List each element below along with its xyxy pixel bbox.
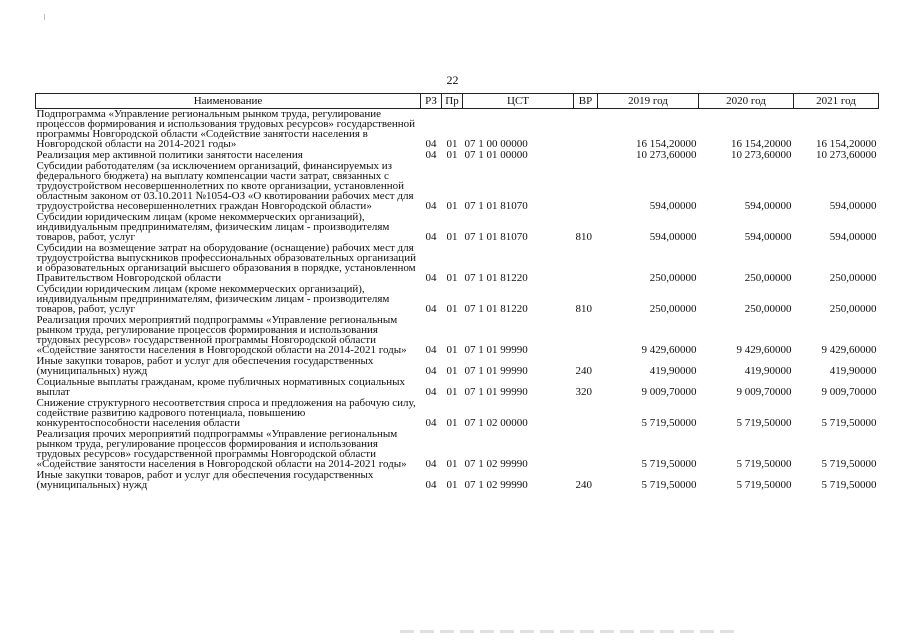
row-cst: 07 1 02 99990 (464, 458, 528, 470)
row-cst: 07 1 01 99990 (464, 365, 528, 377)
row-pr: 01 (446, 386, 458, 398)
row-pr: 01 (446, 303, 458, 315)
row-amount-2019: 5 719,50000 (641, 479, 697, 491)
row-cst: 07 1 00 00000 (464, 138, 528, 150)
table-row (36, 212, 879, 243)
row-rz: 04 (425, 138, 437, 150)
row-vr (574, 398, 598, 429)
row-amount-2020: 250,00000 (744, 303, 792, 315)
row-amount-2019: 9 429,60000 (641, 344, 697, 356)
row-vr: 810 (575, 231, 592, 243)
row-cst: 07 1 01 99990 (464, 386, 528, 398)
table-row (36, 398, 879, 429)
row-amount-2021: 5 719,50000 (821, 458, 877, 470)
row-pr: 01 (446, 272, 458, 284)
table-header-row (36, 94, 879, 109)
row-cst: 07 1 01 81220 (464, 272, 528, 284)
row-amount-2020: 594,00000 (744, 200, 792, 212)
row-vr (574, 109, 598, 151)
table-row (36, 377, 879, 398)
column-header-2019: 2019 год (598, 94, 699, 109)
row-vr (574, 150, 598, 161)
row-rz: 04 (425, 200, 437, 212)
row-cst: 07 1 01 81070 (464, 231, 528, 243)
row-pr: 01 (446, 417, 458, 429)
row-pr: 01 (446, 344, 458, 356)
column-header-pr: Пр (442, 94, 463, 109)
row-vr: 320 (575, 386, 592, 398)
row-pr: 01 (446, 149, 458, 161)
table-row (36, 470, 879, 491)
row-rz: 04 (425, 231, 437, 243)
row-name: Реализация мер активной политики занятости населения (36, 149, 303, 161)
row-amount-2020: 9 429,60000 (736, 344, 792, 356)
row-rz: 04 (425, 272, 437, 284)
row-amount-2019: 250,00000 (649, 303, 697, 315)
row-pr: 01 (446, 365, 458, 377)
row-vr: 240 (575, 365, 592, 377)
row-rz: 04 (425, 386, 437, 398)
row-vr: 240 (575, 479, 592, 491)
column-header-2021: 2021 год (794, 94, 879, 109)
scan-footer-residue (400, 630, 740, 633)
row-amount-2020: 16 154,20000 (731, 138, 792, 150)
row-amount-2021: 250,00000 (829, 272, 877, 284)
row-amount-2020: 5 719,50000 (736, 458, 792, 470)
row-amount-2021: 594,00000 (829, 200, 877, 212)
row-amount-2021: 5 719,50000 (821, 417, 877, 429)
table-row (36, 429, 879, 470)
row-amount-2021: 5 719,50000 (821, 479, 877, 491)
row-vr (574, 315, 598, 356)
row-amount-2021: 16 154,20000 (816, 138, 877, 150)
column-header-2020: 2020 год (699, 94, 794, 109)
row-amount-2021: 10 273,60000 (816, 149, 877, 161)
row-name: Субсидии на возмещение затрат на оборудование (оснащение) рабочих мест для трудоустройства выпускников профессиональных образовательных организаций и образовательных организаций высшего образования в порядке, установленном Правительством Новгородской области (36, 242, 416, 284)
row-name: Иные закупки товаров, работ и услуг для обеспечения государственных (муниципальных) нужд (36, 355, 374, 377)
scan-tick-mark (44, 14, 45, 20)
row-pr: 01 (446, 458, 458, 470)
row-amount-2020: 419,90000 (744, 365, 792, 377)
budget-table (35, 93, 879, 491)
table-row (36, 356, 879, 377)
row-rz: 04 (425, 303, 437, 315)
row-amount-2019: 10 273,60000 (636, 149, 697, 161)
table-row (36, 243, 879, 284)
row-name: Подпрограмма «Управление региональным рынком труда, регулирование процессов формирования и использования трудовых ресурсов» государственной программы Новгородской области «Содействие занятости населения в Новгородской области на 2014-2021 годы» (36, 108, 416, 150)
row-vr (574, 161, 598, 212)
row-amount-2021: 9 429,60000 (821, 344, 877, 356)
row-amount-2019: 5 719,50000 (641, 417, 697, 429)
row-amount-2020: 5 719,50000 (736, 479, 792, 491)
column-header-name: Наименование (36, 94, 421, 109)
row-name: Реализация прочих мероприятий подпрограммы «Управление региональным рынком труда, регулирование процессов формирования и использования трудовых ресурсов» государственной программы Новгородской области «Содействие занятости населения в Новгородской области на 2014-2021 годы» (36, 314, 407, 356)
row-amount-2021: 9 009,70000 (821, 386, 877, 398)
table-row (36, 161, 879, 212)
table-row (36, 284, 879, 315)
row-amount-2019: 594,00000 (649, 231, 697, 243)
row-name: Снижение структурного несоответствия спроса и предложения на рабочую силу, содействие развитию кадрового потенциала, повышению конкурентоспособности населения области (36, 397, 416, 429)
row-pr: 01 (446, 138, 458, 150)
row-name: Социальные выплаты гражданам, кроме публичных нормативных социальных выплат (36, 376, 405, 398)
row-cst: 07 1 02 99990 (464, 479, 528, 491)
row-amount-2021: 594,00000 (829, 231, 877, 243)
row-pr: 01 (446, 231, 458, 243)
row-name: Субсидии работодателям (за исключением организаций, финансируемых из федерального бюджета) на выплату компенсации части затрат, связанных с трудоустройством несовершеннолетних по квоте организации, установленной областным законом от 03.10.2011 №1054-ОЗ «О квотировании рабочих мест для трудоустройства несовершеннолетних граждан Новгородской области» (36, 160, 414, 212)
column-header-cst: ЦСТ (463, 94, 574, 109)
row-amount-2020: 5 719,50000 (736, 417, 792, 429)
column-header-rz: РЗ (421, 94, 442, 109)
row-amount-2020: 250,00000 (744, 272, 792, 284)
table-row (36, 315, 879, 356)
row-pr: 01 (446, 479, 458, 491)
row-amount-2020: 10 273,60000 (731, 149, 792, 161)
row-vr (574, 243, 598, 284)
row-vr: 810 (575, 303, 592, 315)
row-amount-2019: 9 009,70000 (641, 386, 697, 398)
row-amount-2019: 594,00000 (649, 200, 697, 212)
row-amount-2020: 9 009,70000 (736, 386, 792, 398)
row-cst: 07 1 01 00000 (464, 149, 528, 161)
row-cst: 07 1 01 99990 (464, 344, 528, 356)
row-rz: 04 (425, 344, 437, 356)
row-cst: 07 1 02 00000 (464, 417, 528, 429)
row-amount-2019: 419,90000 (649, 365, 697, 377)
row-amount-2021: 250,00000 (829, 303, 877, 315)
row-amount-2019: 5 719,50000 (641, 458, 697, 470)
row-rz: 04 (425, 365, 437, 377)
row-amount-2020: 594,00000 (744, 231, 792, 243)
row-vr (574, 429, 598, 470)
row-name: Реализация прочих мероприятий подпрограммы «Управление региональным рынком труда, регулирование процессов формирования и использования трудовых ресурсов» государственной программы Новгородской области «Содействие занятости населения в Новгородской области на 2014-2021 годы» (36, 428, 407, 470)
row-rz: 04 (425, 479, 437, 491)
row-amount-2021: 419,90000 (829, 365, 877, 377)
row-cst: 07 1 01 81220 (464, 303, 528, 315)
row-name: Субсидии юридическим лицам (кроме некоммерческих организаций), индивидуальным предпринимателям, физическим лицам - производителям товаров, работ, услуг (36, 283, 390, 315)
row-cst: 07 1 01 81070 (464, 200, 528, 212)
column-header-vr: ВР (574, 94, 598, 109)
row-name: Иные закупки товаров, работ и услуг для обеспечения государственных (муниципальных) нужд (36, 469, 374, 491)
row-pr: 01 (446, 200, 458, 212)
row-amount-2019: 250,00000 (649, 272, 697, 284)
row-rz: 04 (425, 458, 437, 470)
row-rz: 04 (425, 417, 437, 429)
row-amount-2019: 16 154,20000 (636, 138, 697, 150)
table-row (36, 109, 879, 151)
row-name: Субсидии юридическим лицам (кроме некоммерческих организаций), индивидуальным предпринимателям, физическим лицам - производителям товаров, работ, услуг (36, 211, 390, 243)
table-body (36, 109, 879, 492)
page-number: 22 (446, 73, 459, 87)
row-rz: 04 (425, 149, 437, 161)
